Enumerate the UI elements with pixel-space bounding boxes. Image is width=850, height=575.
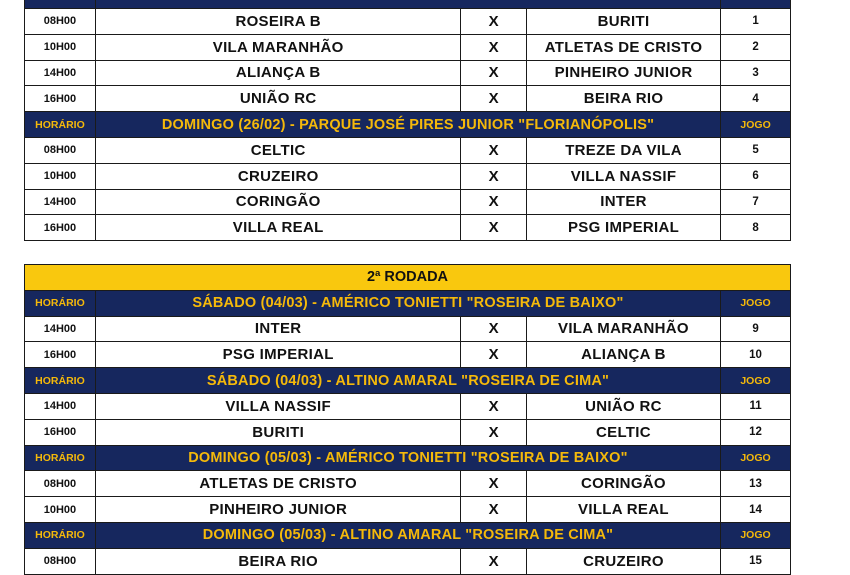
home-team: ATLETAS DE CRISTO — [95, 471, 460, 497]
venue-title: SÁBADO (04/03) - ALTINO AMARAL "ROSEIRA DE CIMA" — [95, 368, 720, 394]
game-number: 12 — [721, 419, 791, 445]
match-time: 16H00 — [25, 86, 96, 112]
home-team: BURITI — [95, 419, 460, 445]
match-row — [25, 9, 791, 35]
game-number: 15 — [721, 548, 791, 574]
venue-header-row — [25, 522, 791, 548]
time-column-label: HORÁRIO — [25, 368, 96, 394]
time-column-label: HORÁRIO — [25, 290, 96, 316]
match-time: 10H00 — [25, 34, 96, 60]
match-row — [25, 163, 791, 189]
game-number: 8 — [721, 215, 791, 241]
away-team: VILLA NASSIF — [526, 163, 720, 189]
home-team: UNIÃO RC — [95, 86, 461, 112]
match-row — [25, 497, 791, 523]
match-time: 16H00 — [25, 342, 96, 368]
away-team: VILLA REAL — [526, 497, 720, 523]
match-row — [25, 393, 791, 419]
venue-header-row — [25, 290, 791, 316]
game-column-label: JOGO — [721, 368, 791, 394]
match-time: 14H00 — [25, 393, 96, 419]
versus: X — [461, 34, 526, 60]
time-column-label: HORÁRIO — [25, 112, 96, 138]
home-team: ALIANÇA B — [95, 60, 461, 86]
away-team: PSG IMPERIAL — [526, 215, 720, 241]
versus: X — [461, 137, 526, 163]
away-team: VILA MARANHÃO — [526, 316, 720, 342]
away-team: BEIRA RIO — [526, 86, 720, 112]
home-team: VILLA NASSIF — [95, 393, 460, 419]
home-team: INTER — [95, 316, 460, 342]
match-row — [25, 342, 791, 368]
away-team: TREZE DA VILA — [526, 137, 720, 163]
match-time: 16H00 — [25, 419, 96, 445]
game-number: 4 — [721, 86, 791, 112]
match-row — [25, 34, 791, 60]
versus: X — [461, 342, 526, 368]
match-time: 08H00 — [25, 548, 96, 574]
versus: X — [461, 419, 526, 445]
match-row — [25, 419, 791, 445]
match-row — [25, 189, 791, 215]
versus: X — [461, 316, 526, 342]
match-row — [25, 471, 791, 497]
game-number: 6 — [721, 163, 791, 189]
match-time: 14H00 — [25, 316, 96, 342]
home-team: CRUZEIRO — [95, 163, 461, 189]
match-time: 14H00 — [25, 60, 96, 86]
game-number: 11 — [721, 393, 791, 419]
match-time: 14H00 — [25, 189, 96, 215]
game-number: 14 — [721, 497, 791, 523]
versus: X — [461, 215, 526, 241]
away-team: PINHEIRO JUNIOR — [526, 60, 720, 86]
versus: X — [461, 163, 526, 189]
versus: X — [461, 60, 526, 86]
game-number: 10 — [721, 342, 791, 368]
home-team: CELTIC — [95, 137, 461, 163]
away-team: CRUZEIRO — [526, 548, 720, 574]
match-row — [25, 60, 791, 86]
venue-header-row — [25, 445, 791, 471]
versus: X — [461, 189, 526, 215]
time-column-label: HORÁRIO — [25, 522, 96, 548]
cropped-header-row — [25, 0, 791, 9]
game-number: 1 — [721, 9, 791, 35]
match-time: 08H00 — [25, 137, 96, 163]
home-team: BEIRA RIO — [95, 548, 460, 574]
away-team: ALIANÇA B — [526, 342, 720, 368]
away-team: INTER — [526, 189, 720, 215]
round-2-table — [24, 264, 791, 575]
away-team: ATLETAS DE CRISTO — [526, 34, 720, 60]
home-team: PSG IMPERIAL — [95, 342, 460, 368]
home-team: ROSEIRA B — [95, 9, 461, 35]
away-team: BURITI — [526, 9, 720, 35]
game-number: 3 — [721, 60, 791, 86]
game-number: 5 — [721, 137, 791, 163]
home-team: PINHEIRO JUNIOR — [95, 497, 460, 523]
match-row — [25, 316, 791, 342]
match-row — [25, 215, 791, 241]
venue-title: DOMINGO (26/02) - PARQUE JOSÉ PIRES JUNIOR "FLORIANÓPOLIS" — [95, 112, 720, 138]
match-time: 08H00 — [25, 471, 96, 497]
venue-header-row — [25, 112, 791, 138]
venue-title: SÁBADO (04/03) - AMÉRICO TONIETTI "ROSEIRA DE BAIXO" — [95, 290, 720, 316]
venue-title: DOMINGO (05/03) - ALTINO AMARAL "ROSEIRA DE CIMA" — [95, 522, 720, 548]
versus: X — [461, 86, 526, 112]
versus: X — [461, 471, 526, 497]
game-number: 2 — [721, 34, 791, 60]
away-team: CORINGÃO — [526, 471, 720, 497]
match-row — [25, 548, 791, 574]
versus: X — [461, 393, 526, 419]
home-team: CORINGÃO — [95, 189, 461, 215]
venue-header-row — [25, 368, 791, 394]
game-number: 9 — [721, 316, 791, 342]
match-row — [25, 86, 791, 112]
round-title: 2ª RODADA — [25, 265, 791, 291]
game-column-label: JOGO — [721, 445, 791, 471]
game-number: 7 — [721, 189, 791, 215]
round-title-row — [25, 265, 791, 291]
versus: X — [461, 9, 526, 35]
game-column-label: JOGO — [721, 290, 791, 316]
versus: X — [461, 497, 526, 523]
match-time: 10H00 — [25, 497, 96, 523]
home-team: VILLA REAL — [95, 215, 461, 241]
match-time: 16H00 — [25, 215, 96, 241]
game-column-label: JOGO — [721, 112, 791, 138]
round-1-table — [24, 0, 791, 241]
match-time: 10H00 — [25, 163, 96, 189]
game-number: 13 — [721, 471, 791, 497]
time-column-label: HORÁRIO — [25, 445, 96, 471]
home-team: VILA MARANHÃO — [95, 34, 461, 60]
venue-title: DOMINGO (05/03) - AMÉRICO TONIETTI "ROSEIRA DE BAIXO" — [95, 445, 720, 471]
versus: X — [461, 548, 526, 574]
away-team: CELTIC — [526, 419, 720, 445]
match-row — [25, 137, 791, 163]
match-time: 08H00 — [25, 9, 96, 35]
away-team: UNIÃO RC — [526, 393, 720, 419]
game-column-label: JOGO — [721, 522, 791, 548]
